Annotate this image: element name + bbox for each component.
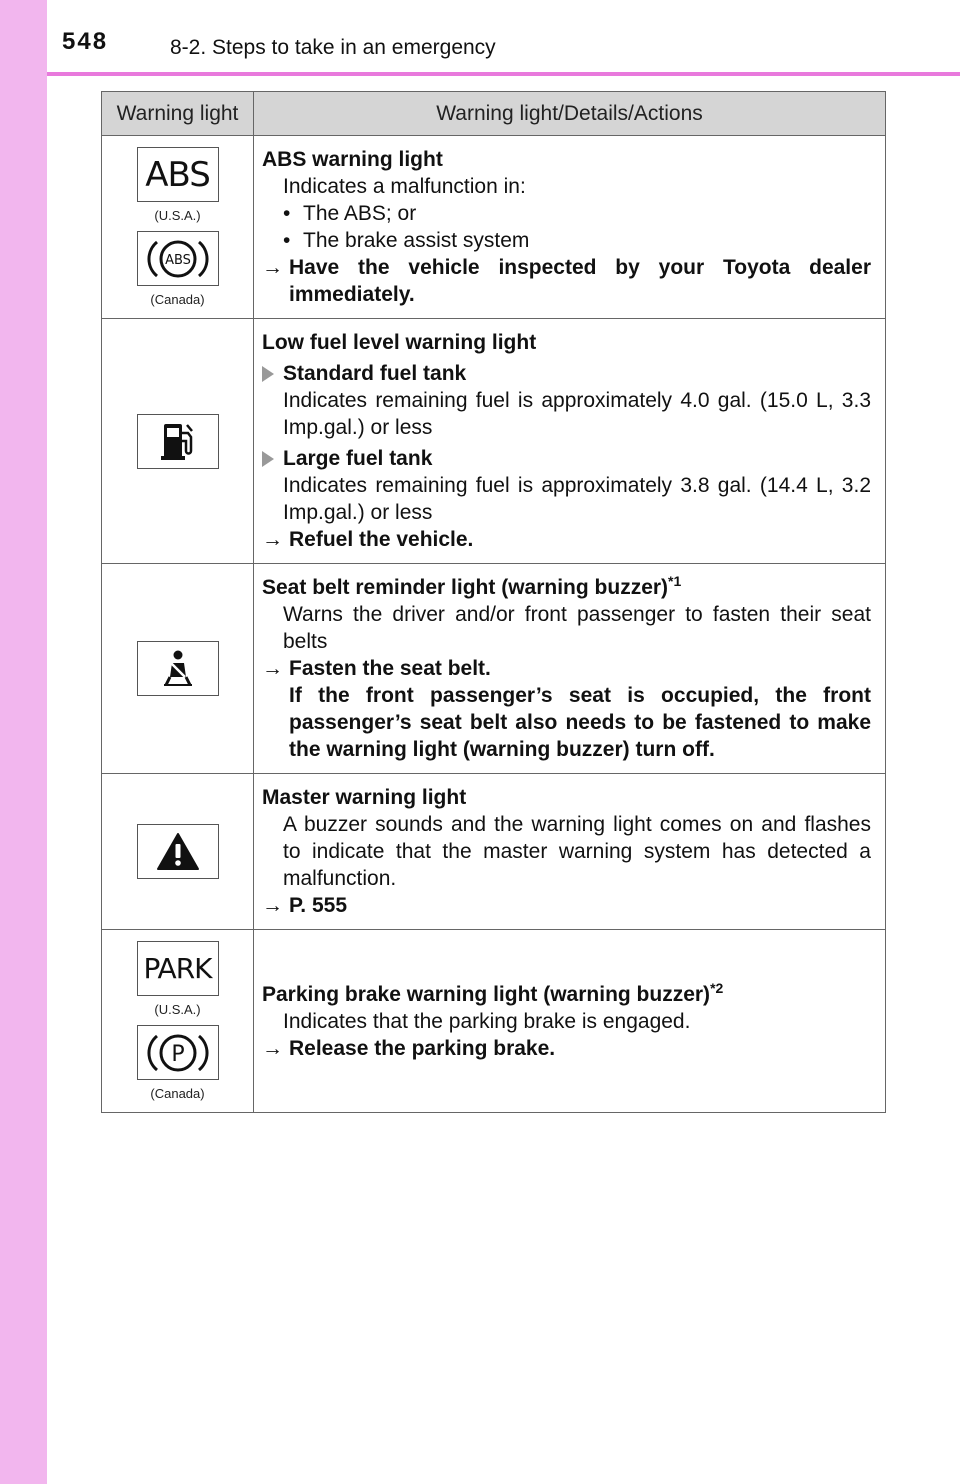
row-action-continued: If the front passenger’s seat is occupied, the front passenger’s seat belt also needs to be fastened to make the warning light (warning buzzer) turn off. xyxy=(289,684,871,761)
row-action: → Refuel the vehicle. xyxy=(262,528,474,551)
warning-light-table xyxy=(101,91,886,1113)
row-action: → Fasten the seat belt. xyxy=(262,657,491,680)
arrow-icon: → xyxy=(262,657,283,680)
table-row-parking-brake xyxy=(102,930,886,1113)
row-description: Indicates a malfunction in: xyxy=(283,175,526,198)
row-action: → Have the vehicle inspected by your Toyota dealer immediately. xyxy=(262,256,871,306)
abs-circle-icon xyxy=(137,231,219,286)
row-description: Indicates remaining fuel is approximately 3.8 gal. (14.4 L, 3.2 Imp.gal.) or less xyxy=(283,474,871,524)
icon-cell xyxy=(102,136,254,319)
row-description: Indicates that the parking brake is engaged. xyxy=(283,1009,691,1033)
page-number: 548 xyxy=(62,28,109,55)
row-title: Low fuel level warning light xyxy=(262,331,537,354)
row-title: Seat belt reminder light (warning buzzer)$^{*1}$ xyxy=(262,573,682,599)
list-item: • The brake assist system xyxy=(283,229,530,252)
master-warning-triangle-icon xyxy=(137,824,219,879)
details-cell xyxy=(254,136,886,319)
side-color-bar xyxy=(0,0,47,1484)
row-title: ABS warning light xyxy=(262,148,443,171)
abs-text-icon: ABS xyxy=(137,147,219,202)
header-divider xyxy=(47,72,960,76)
details-cell xyxy=(254,319,886,564)
row-title: Parking brake warning light (warning buzzer)$^{*2}$ xyxy=(262,979,724,1006)
footnote-marker: *1 xyxy=(668,573,682,589)
icon-caption: (U.S.A.) xyxy=(154,208,201,223)
details-cell xyxy=(254,564,886,774)
arrow-icon: → xyxy=(262,1036,283,1060)
column-header-warning-light: Warning light xyxy=(102,92,254,136)
row-action: → Release the parking brake. xyxy=(262,1036,556,1060)
footnote-marker: *2 xyxy=(710,979,724,996)
icon-caption: (Canada) xyxy=(150,292,205,307)
icon-cell xyxy=(102,930,254,1113)
fuel-pump-icon xyxy=(137,414,219,469)
subheading-standard-tank: Standard fuel tank xyxy=(262,360,871,387)
list-item: • The ABS; or xyxy=(283,202,417,225)
svg-text:P: P xyxy=(170,1041,185,1067)
table-row-master-warning xyxy=(102,774,886,930)
arrow-icon: → xyxy=(262,528,283,551)
section-title: 8-2. Steps to take in an emergency xyxy=(170,36,496,59)
icon-cell xyxy=(102,564,254,774)
triangle-bullet-icon xyxy=(262,445,283,472)
table-row-low-fuel xyxy=(102,319,886,564)
table-row-abs xyxy=(102,136,886,319)
icon-cell xyxy=(102,774,254,930)
table-row-seat-belt xyxy=(102,564,886,774)
icon-cell xyxy=(102,319,254,564)
table-header-row xyxy=(102,92,886,136)
row-description: Warns the driver and/or front passenger to fasten their seat belts xyxy=(283,603,871,653)
details-cell xyxy=(254,774,886,930)
park-text-icon: PARK xyxy=(137,941,219,996)
row-description: A buzzer sounds and the warning light comes on and flashes to indicate that the master warning system has detected a malfunction. xyxy=(283,813,871,890)
arrow-icon: → xyxy=(262,256,283,279)
details-cell xyxy=(254,930,886,1113)
row-title: Master warning light xyxy=(262,786,467,809)
row-action xyxy=(262,892,871,919)
arrow-icon: → xyxy=(262,894,283,917)
icon-caption: (U.S.A.) xyxy=(154,1002,201,1017)
seat-belt-icon xyxy=(137,641,219,696)
svg-text:ABS: ABS xyxy=(164,252,191,268)
column-header-details: Warning light/Details/Actions xyxy=(254,92,886,136)
icon-caption: (Canada) xyxy=(150,1086,205,1101)
subheading-large-tank: Large fuel tank xyxy=(262,445,871,472)
row-description: Indicates remaining fuel is approximately 4.0 gal. (15.0 L, 3.3 Imp.gal.) or less xyxy=(283,389,871,439)
page-reference-link[interactable]: P. 555 xyxy=(289,894,348,917)
parking-p-circle-icon xyxy=(137,1025,219,1080)
triangle-bullet-icon xyxy=(262,360,283,387)
